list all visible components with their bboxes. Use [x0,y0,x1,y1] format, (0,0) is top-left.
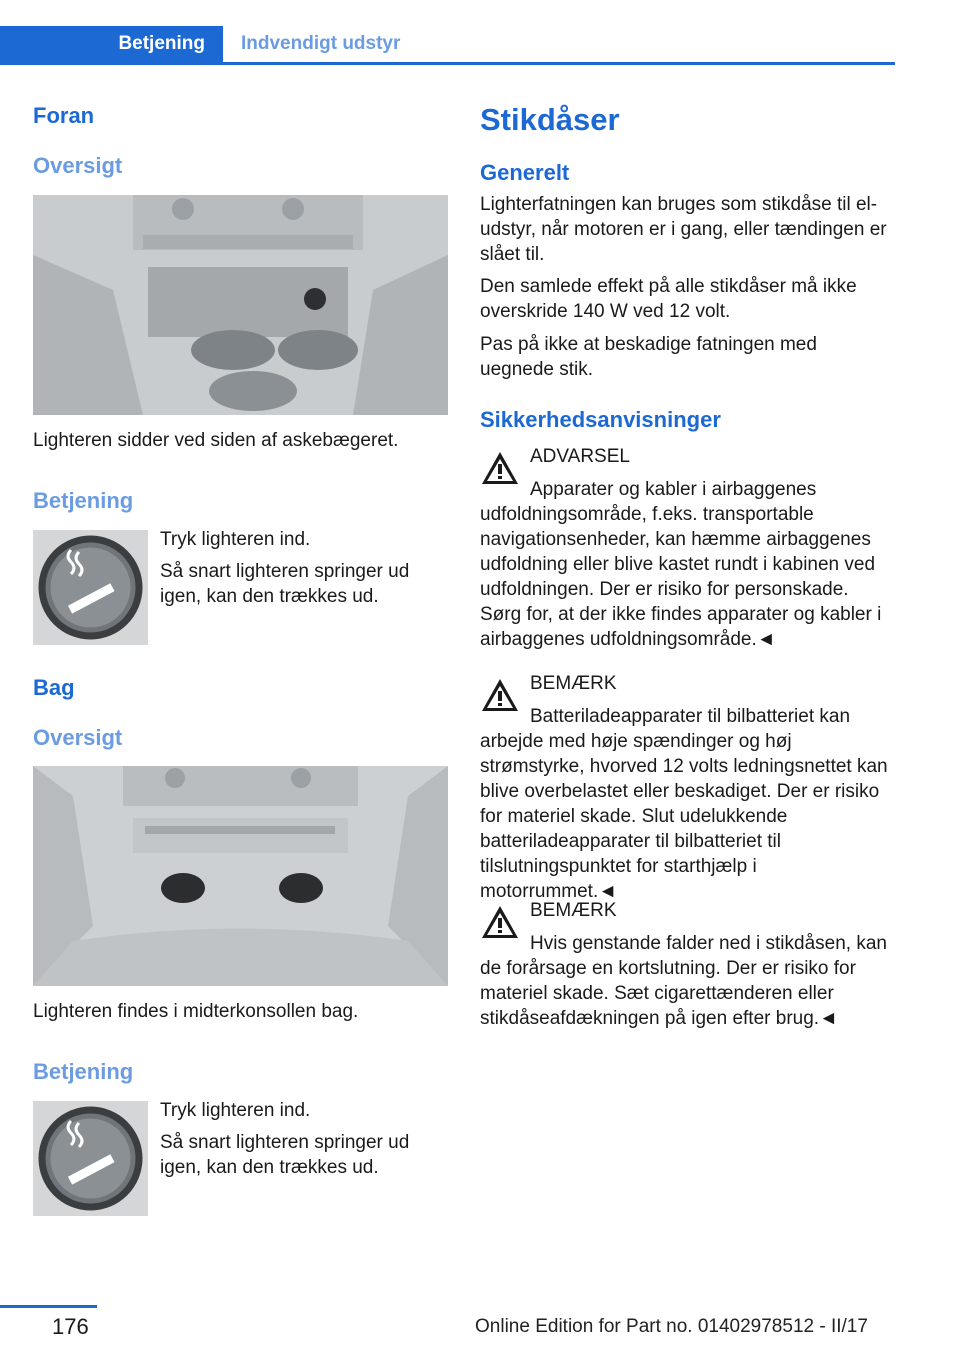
rear-caption: Lighteren findes i midterkonsollen bag. [33,1001,359,1022]
rear-console-photo [33,766,448,986]
front-console-illustration [33,195,448,415]
rear-heading: Bag [33,675,75,700]
front-op-step2: Så snart lighteren springer ud igen, kan den trækkes ud. [160,561,410,607]
front-caption: Lighteren sidder ved siden af askebægeret. [33,430,399,451]
tab-betjening[interactable]: Betjening [0,26,223,62]
notice-label-battery: BEMÆRK [530,673,617,694]
section-title: Stikdåser [480,102,620,137]
tab-indvendigt-udstyr[interactable]: Indvendigt udstyr [241,33,401,54]
notice-text-short-circuit: Hvis genstande falder ned i stikdåsen, kan de forårsage en kortslutning. Der er risiko for materiel skade. Sæt cigarettænderen eller stikdåseafdækningen på igen efter brug.◄ [480,933,887,1029]
page-number: 176 [52,1314,89,1339]
front-console-photo [33,195,448,415]
general-paragraph-2: Den samlede effekt på alle stikdåser må ikke overskride 140 W ved 12 volt. [480,276,857,322]
footer-rule [0,1305,97,1308]
general-paragraph-3: Pas på ikke at beskadige fatningen med uegnede stik. [480,334,817,380]
rear-op-step2: Så snart lighteren springer ud igen, kan den trækkes ud. [160,1132,410,1178]
cigarette-lighter-icon [33,530,148,645]
rear-console-illustration [33,766,448,986]
notice-label-short-circuit: BEMÆRK [530,900,617,921]
page-header [0,26,895,65]
front-op-step1: Tryk lighteren ind. [160,529,311,550]
rear-overview-heading: Oversigt [33,725,123,750]
rear-lighter-button-image [33,1101,148,1216]
front-operation-heading: Betjening [33,488,134,513]
front-overview-heading: Oversigt [33,153,123,178]
warning-label-advarsel: ADVARSEL [530,446,630,467]
general-paragraph-1: Lighterfatningen kan bruges som stikdåse til el-udstyr, når motoren er i gang, eller tændingen er slået til. [480,194,887,265]
front-lighter-button-image [33,530,148,645]
rear-operation-heading: Betjening [33,1059,134,1084]
general-heading: Generelt [480,160,570,185]
notice-text-battery: Batteriladeapparater til bilbatteriet kan arbejde med høje spændinger og høj strømstyrke, hvorved 12 volts ledningsnettet kan blive overbelastet eller beskadiget. Der er risiko for materiel skade. Slut udelukkende batteriladeapparater til bilbatteriet til tilslutningspunktet for starthjælp i motorrummet.◄ [480,706,888,902]
warning-text-airbag: Apparater og kabler i airbaggenes udfoldningsområde, f.eks. transportable navigationsenheder, kan hæmme airbaggenes udfoldning eller blive kastet rundt i kabinen ved udfoldningen. Der er risiko for personskade. Sørg for, at der ikke findes apparater og kabler i airbaggenes udfoldningsområde.◄ [480,479,882,650]
front-heading: Foran [33,103,95,128]
cigarette-lighter-icon [33,1101,148,1216]
rear-op-step1: Tryk lighteren ind. [160,1100,311,1121]
safety-heading: Sikkerhedsanvisninger [480,407,721,432]
edition-label: Online Edition for Part no. 01402978512 - II/17 [475,1316,868,1337]
